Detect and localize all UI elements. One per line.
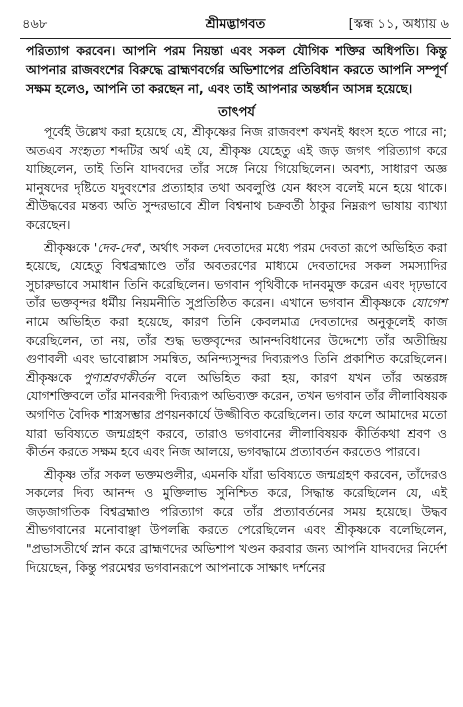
text-run: , অর্থাৎ সকল দেবতাদের মধ্যে পরম দেবতা রূপে অভিহিত করা হয়েছে, যেহেতু বিশ্বব্রহ্মাণ্ডে তাঁর অবতরণের মাধ্যমে দেবতাদের সকল সমস্যাদির সুচারুভাবে সমাধান তিনি করেছিলেন। ভগবান পৃথিবীকে দানবমুক্ত করেন এবং দৃঢ়ভাবে তাঁর ভক্তবৃন্দর ধর্মীয় নিয়মনীতি সুপ্রতিষ্ঠিত করেন। এখানে ভগবান শ্রীকৃষ্ণকে xyxy=(26,240,447,311)
purport-paragraph-1 xyxy=(26,123,447,235)
page-body xyxy=(26,42,447,577)
italic-term: পুণ্যশ্রবণকীর্তন xyxy=(82,370,155,385)
text-run: নামে অভিহিত করা হয়েছে, কারণ তিনি কেবলমাত্র দেবতাদের অনুকূলেই কাজ করেছিলেন, তা নয়, তাঁর শুদ্ধ ভক্তবৃন্দের আনন্দবিধানের উদ্দেশ্যে তাঁর অতীন্দ্রিয় গুণাবলী এবং ভাবোল্লাস সমন্বিত, অনিন্দ্যসুন্দর দিব্যরূপও তিনি প্রকাশিত করেছিলেন। শ্রীকৃষ্ণকে xyxy=(26,314,447,385)
book-title: শ্রীমদ্ভাগবত xyxy=(205,17,266,32)
italic-term: যোগেশ xyxy=(411,296,447,311)
chapter-reference: [স্কন্ধ ১১, অধ্যায় ৬ xyxy=(348,17,449,32)
text-run: বলে অভিহিত করা হয়, কারণ যখন তাঁর অন্তরঙ্গ যোগশক্তিবলে তাঁর মানবরূপী দিব্যরূপ অভিব্যক্ত করেন, তখন ভগবান তাঁর লীলাবিষয়ক অগণিত বৈদিক শাস্ত্রসম্ভার প্রণয়নকার্যে উজ্জীবিত করেছিলেন। তার ফলে আমাদের মতো যারা ভবিষ্যতে জন্মগ্রহণ করবে, তারাও ভগবানের লীলাবিষয়ক কীর্তিকথা শ্রবণ ও কীর্তন করতে সক্ষম হবে এবং নিজ আলয়ে, ভগবদ্ধামে প্রত্যাবর্তন করতেও পারবে। xyxy=(26,370,447,460)
purport-paragraph-3: শ্রীকৃষ্ণ তাঁর সকল ভক্তমণ্ডলীর, এমনকি যাঁরা ভবিষ্যতে জন্মগ্রহণ করবেন, তাঁদেরও সকলের দিব্য আনন্দ ও মুক্তিলাভ সুনিশ্চিত করে, সিদ্ধান্ত করেছিলেন যে, এই জড়জাগতিক বিশ্বব্রহ্মাণ্ড পরিত্যাগ করে তাঁর প্রত্যাবর্তনের সময় হয়েছে। উদ্ধব শ্রীভগবানের মনোবাঞ্ছা উপলব্ধি করতে পেরেছিলেন এবং শ্রীকৃষ্ণকে বলেছিলেন, "প্রভাসতীর্থে স্নান করে ব্রাহ্মণদের অভিশাপ খণ্ডন করবার জন্য আপনি যাদবদের নির্দেশ দিয়েছেন, কিন্তু পরমেশ্বর ভগবানরূপে আপনাকে সাক্ষাৎ দর্শনের xyxy=(26,467,447,575)
page-header xyxy=(22,14,449,36)
italic-term: 'দেব-দেব' xyxy=(93,240,142,255)
purport-heading: তাৎপর্য xyxy=(218,105,255,120)
header-divider xyxy=(20,38,451,39)
page-number: ৪৬৮ xyxy=(22,17,48,32)
verse-translation: পরিত্যাগ করবেন। আপনি পরম নিয়ন্তা এবং সকল যৌগিক শক্তির অধিপতি। কিন্তু আপনার রাজবংশের বিরুদ্ধে ব্রাহ্মণবর্গের অভিশাপের প্রতিবিধান করতে আপনি সম্পূর্ণ সক্ষম হলেও, আপনি তা করছেন না, এবং তাই আপনার অন্তর্ধান আসন্ন হয়েছে। xyxy=(26,44,447,96)
text-run: শব্দটির অর্থ এই যে, শ্রীকৃষ্ণ যেহেতু এই জড় জগৎ পরিত্যাগ করে যাচ্ছিলেন, তাই তিনি যাদবদের তাঁর সঙ্গে নিয়ে গিয়েছিলেন। অবশ্য, সাধারণ অজ্ঞ মানুষদের দৃষ্টিতে যদুবংশের প্রত্যাহার তথা অবলুপ্তি যেন ধ্বংস বলেই মনে হয়ে থাকে। শ্রীউদ্ধবের মন্তব্য অতি সুন্দরভাবে শ্রীল বিশ্বনাথ চক্রবর্তী ঠাকুর নিম্নরূপ ভাষায় ব্যাখ্যা করেছেন। xyxy=(26,143,447,232)
purport-paragraph-2 xyxy=(26,239,447,462)
italic-term: সংহৃত্য xyxy=(68,143,104,158)
text-run: শ্রীকৃষ্ণকে xyxy=(44,240,94,255)
text-run: পূর্বেই উল্লেখ করা হয়েছে যে, শ্রীকৃষ্ণের নিজ রাজবংশ কখনই ধ্বংস হতে পারে না; অতএব xyxy=(26,125,447,158)
